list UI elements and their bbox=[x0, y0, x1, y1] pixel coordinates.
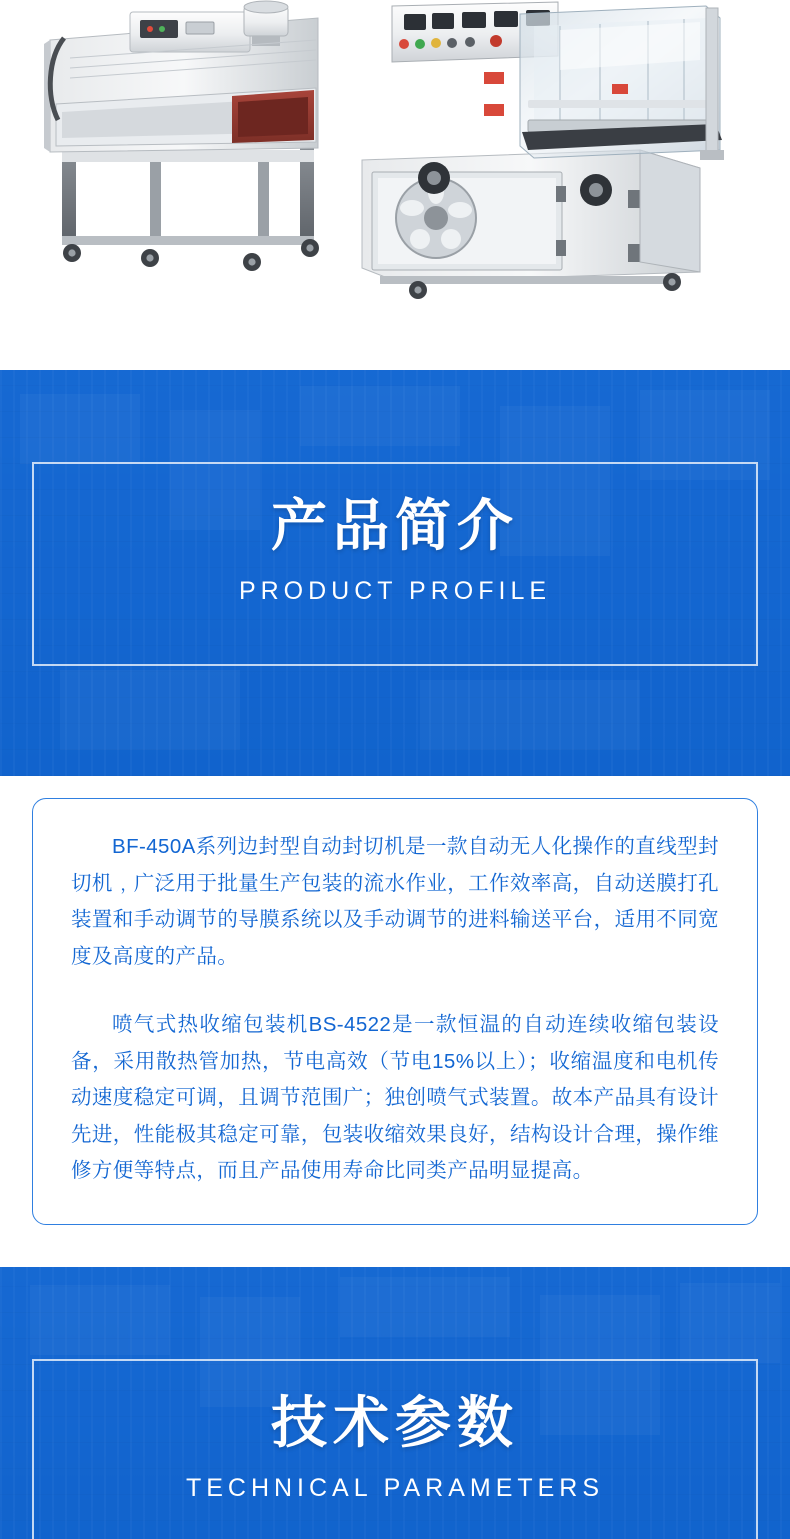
banner-frame-2 bbox=[32, 1359, 758, 1539]
profile-paragraph-1: BF-450A系列边封型自动封切机是一款自动无人化操作的直线型封切机﹐广泛用于批量生产包装的流水作业，工作效率高，自动送膜打孔装置和手动调节的导膜系统以及手动调节的进料输送平台，适用不同宽度及高度的产品。 bbox=[71, 835, 719, 968]
section-banner-technical-parameters bbox=[0, 1267, 790, 1539]
shrink-packaging-machine-illustration bbox=[0, 0, 790, 370]
section-title-en-2: TECHNICAL PARAMETERS bbox=[185, 1473, 605, 1502]
section-title-cn: 产品简介 bbox=[271, 494, 519, 557]
section-title-en: PRODUCT PROFILE bbox=[238, 577, 552, 606]
product-profile-card bbox=[32, 798, 758, 1225]
section-title-cn-2: 技术参数 bbox=[271, 1390, 519, 1454]
banner-frame bbox=[32, 462, 758, 666]
hero-product-image bbox=[0, 0, 790, 370]
product-profile-section bbox=[0, 776, 790, 1267]
section-banner-product-profile bbox=[0, 370, 790, 776]
profile-paragraph-2: 喷气式热收缩包装机BS-4522是一款恒温的自动连续收缩包装设备，采用散热管加热，节电高效（节电15%以上）；收缩温度和电机传动速度稳定可调，且调节范围广；独创喷气式装置。故本产品具有设计先进，性能极其稳定可靠，包装收缩效果良好，结构设计合理，操作维修方便等特点，而且产品使用寿命比同类产品明显提高。 bbox=[71, 1013, 719, 1182]
